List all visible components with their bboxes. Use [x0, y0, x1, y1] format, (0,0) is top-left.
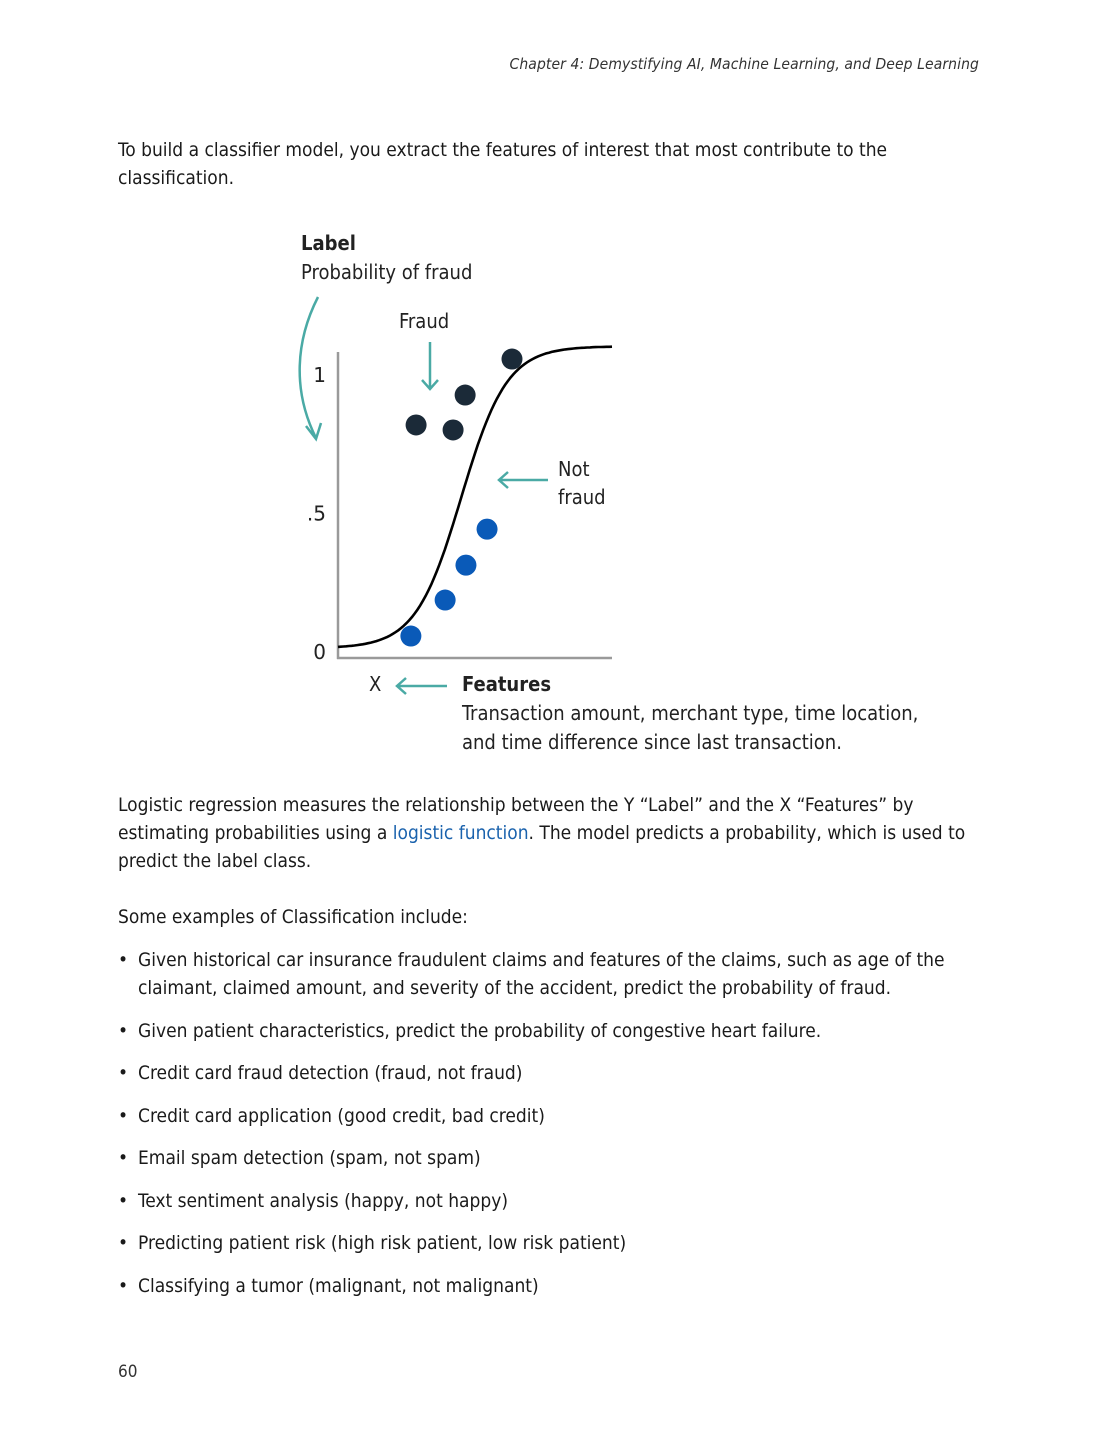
- y-label-description: Probability of fraud: [301, 260, 473, 284]
- not-fraud-annotation-line2: fraud: [558, 485, 606, 509]
- running-header: Chapter 4: Demystifying AI, Machine Learning, and Deep Learning: [509, 55, 979, 73]
- y-label-title: Label: [301, 231, 356, 255]
- list-item: • Credit card application (good credit, bad credit): [118, 1102, 948, 1130]
- fraud-point: [455, 385, 476, 406]
- x-symbol: X: [369, 672, 382, 696]
- fraud-point: [501, 349, 522, 370]
- examples-list: [118, 946, 948, 1314]
- paragraph-text-start: Logistic regression measures the relationship between the Y “Label” and the X “Features” by estimating probabilities using a: [118, 794, 914, 844]
- list-item: • Predicting patient risk (high risk patient, low risk patient): [118, 1229, 948, 1257]
- paragraph-text-end: . The model predicts a probability, which is used to predict the label class.: [118, 822, 966, 872]
- logistic-regression-paragraph: [118, 791, 988, 875]
- x-label-description-line2: and time difference since last transaction.: [462, 730, 842, 754]
- fraud-point: [443, 419, 464, 440]
- not-fraud-point: [435, 590, 456, 611]
- x-left-arrow-icon: [397, 678, 447, 694]
- list-item: • Classifying a tumor (malignant, not malignant): [118, 1272, 948, 1300]
- not-fraud-left-arrow-icon: [499, 472, 548, 488]
- not-fraud-point: [455, 555, 476, 576]
- not-fraud-point: [477, 519, 498, 540]
- list-item: • Text sentiment analysis (happy, not happy): [118, 1187, 948, 1215]
- page-number: 60: [118, 1362, 138, 1382]
- fraud-point: [406, 414, 427, 435]
- fraud-down-arrow-icon: [422, 342, 438, 389]
- y-tick-label: .5: [306, 501, 326, 526]
- list-item: • Email spam detection (spam, not spam): [118, 1144, 948, 1172]
- fraud-annotation: Fraud: [399, 309, 450, 333]
- x-label-description-line1: Transaction amount, merchant type, time location,: [462, 701, 919, 725]
- x-label-title: Features: [462, 672, 552, 696]
- intro-paragraph: To build a classifier model, you extract the features of interest that most contribute to the classification.: [118, 139, 888, 189]
- list-item: • Given historical car insurance fraudulent claims and features of the claims, such as age of the claimant, claimed amount, and severity of the accident, predict the probability of fraud.: [118, 946, 948, 1002]
- not-fraud-point: [400, 626, 421, 647]
- list-item: • Given patient characteristics, predict the probability of congestive heart failure.: [118, 1017, 948, 1045]
- y-tick-label: 0: [313, 640, 326, 664]
- logistic-function-link[interactable]: logistic function: [392, 822, 529, 844]
- list-item: • Credit card fraud detection (fraud, not fraud): [118, 1059, 948, 1087]
- y-tick-label: 1: [313, 363, 326, 387]
- not-fraud-annotation-line1: Not: [558, 457, 590, 481]
- examples-intro: Some examples of Classification include:: [118, 906, 468, 928]
